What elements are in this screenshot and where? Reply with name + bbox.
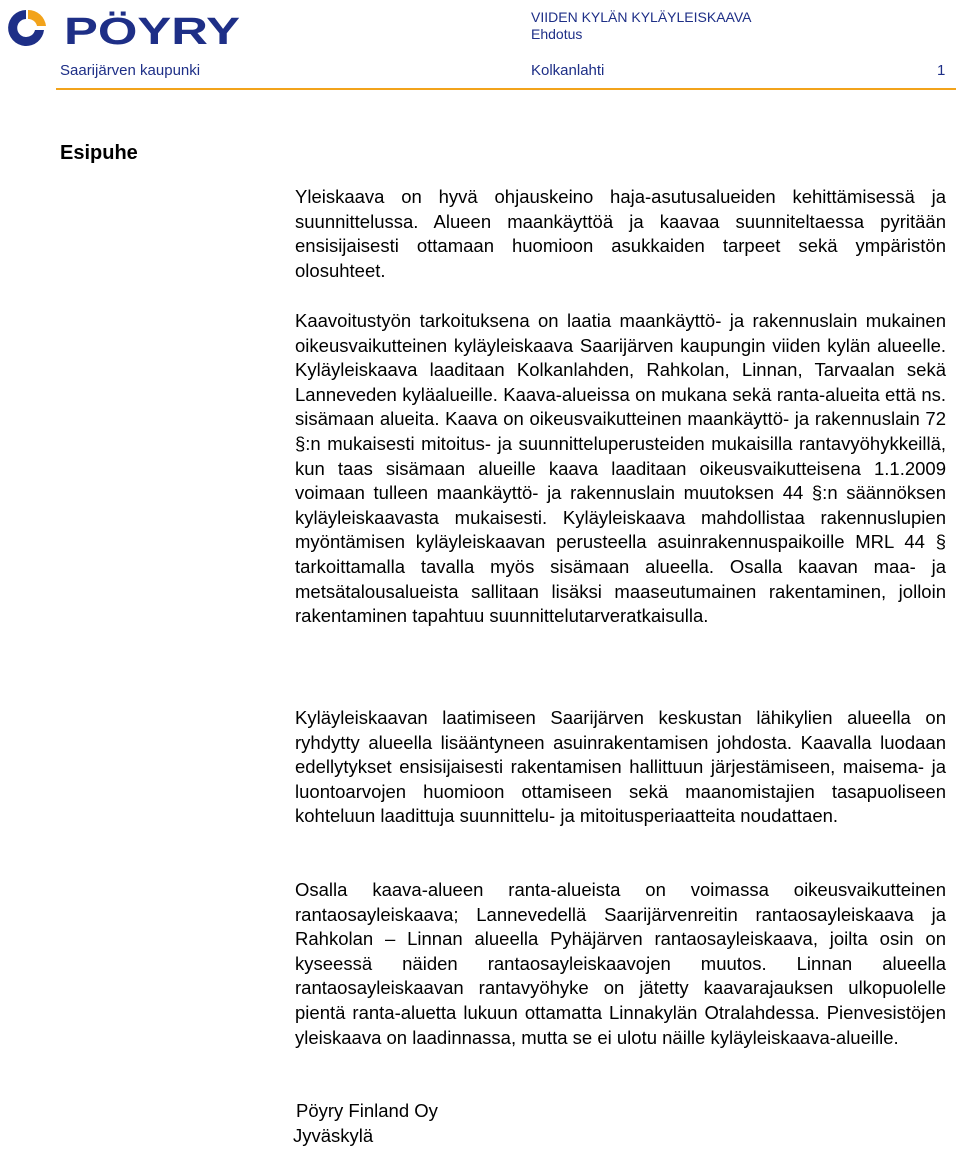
paragraph: Kaavoitustyön tarkoituksena on laatia maankäyttö- ja rakennuslain mukainen oikeusvaikutteinen kyläyleiskaava Saarijärven kaupungin viiden kylän alueelle. Kyläyleiskaava laaditaan Kolkanlahden, Rahkolan, Linnan, Tarvaalan sekä Lanneveden kyläalueille. Kaava-alueissa on mukana sekä ranta-alueita että ns. sisämaan alueita. Kaava on oikeusvaikutteinen maankäyttö- ja rakennuslain 72 §:n mukaisesti mitoitus- ja suunnitteluperusteiden mukaisilla rantavyöhykkeillä, kun taas sisämaan alueille kaava laaditaan oikeusvaikutteisena 1.1.2009 voimaan tulleen maankäyttö- ja rakennuslain muutoksen 44 §:n säännöksen kyläyleiskaavasta mukaisesti. Kyläyleiskaava mahdollistaa rakennuslupien myöntämisen kyläyleiskaavan perusteella asuinrakennuspaikoille MRL 44 § tarkoittamalla tavalla myös sisämaan alueella. Osalla kaavan maa- ja metsätalousalueista sallitaan lisäksi maaseutumainen rakentaminen, jolloin rakentaminen tapahtuu suunnittelutarveratkaisulla. [295,310,946,627]
paragraph: Osalla kaava-alueen ranta-alueista on voimassa oikeusvaikutteinen rantaosayleiskaava; Lannevedellä Saarijärvenreitin rantaosayleiskaava ja Rahkolan – Linnan alueella Pyhäjärven rantaosayleiskaava, joilta osin on kyseessä näiden rantaosayleiskaavojen muutos. Linnan alueella rantaosayleiskaavan rantavyöhyke on jätetty kaavarajauksen ulkopuolelle pientä ranta-aluetta lukuun ottamatta Linnakylän Otralahdessa. Pienvesistöjen yleiskaava on laadinnassa, mutta se ei ulotu näille kyläyleiskaava-alueille. [295,879,946,1048]
signature-city: Jyväskylä [293,1125,374,1146]
paragraph: Kyläyleiskaavan laatimiseen Saarijärven keskustan lähikylien alueella on ryhdytty alueella lisääntyneen asuinrakentamisen johdosta. Kaavalla luodaan edellytykset ensisijaisesti rakentamisen hallittuun järjestämiseen, maisema- ja luontoarvojen huomioon ottamiseen sekä maanomistajien tasapuoliseen kohteluun laadittuja suunnittelu- ja mitoitusperiaatteita noudattaen. [295,707,946,827]
header-divider [56,88,956,90]
section-heading: Esipuhe [60,142,138,164]
swoosh-logo-icon [8,10,46,46]
location-label: Kolkanlahti [531,62,605,79]
poyry-logo [2,4,242,52]
page-number: 1 [937,62,946,79]
document-status: Ehdotus [531,26,583,42]
municipality-label: Saarijärven kaupunki [60,62,201,79]
svg-text:PÖYRY: PÖYRY [64,11,196,52]
signature-company: Pöyry Finland Oy [296,1100,438,1121]
document-title: VIIDEN KYLÄN KYLÄYLEISKAAVA [531,9,752,25]
paragraph: Yleiskaava on hyvä ohjauskeino haja-asutusalueiden kehittämisessä ja suunnittelussa. Alueen maankäyttöä ja kaavaa suunniteltaessa pyritään ensisijaisesti ottamaan huomioon asukkaiden tarpeet sekä ympäristön olosuhteet. [295,186,946,281]
